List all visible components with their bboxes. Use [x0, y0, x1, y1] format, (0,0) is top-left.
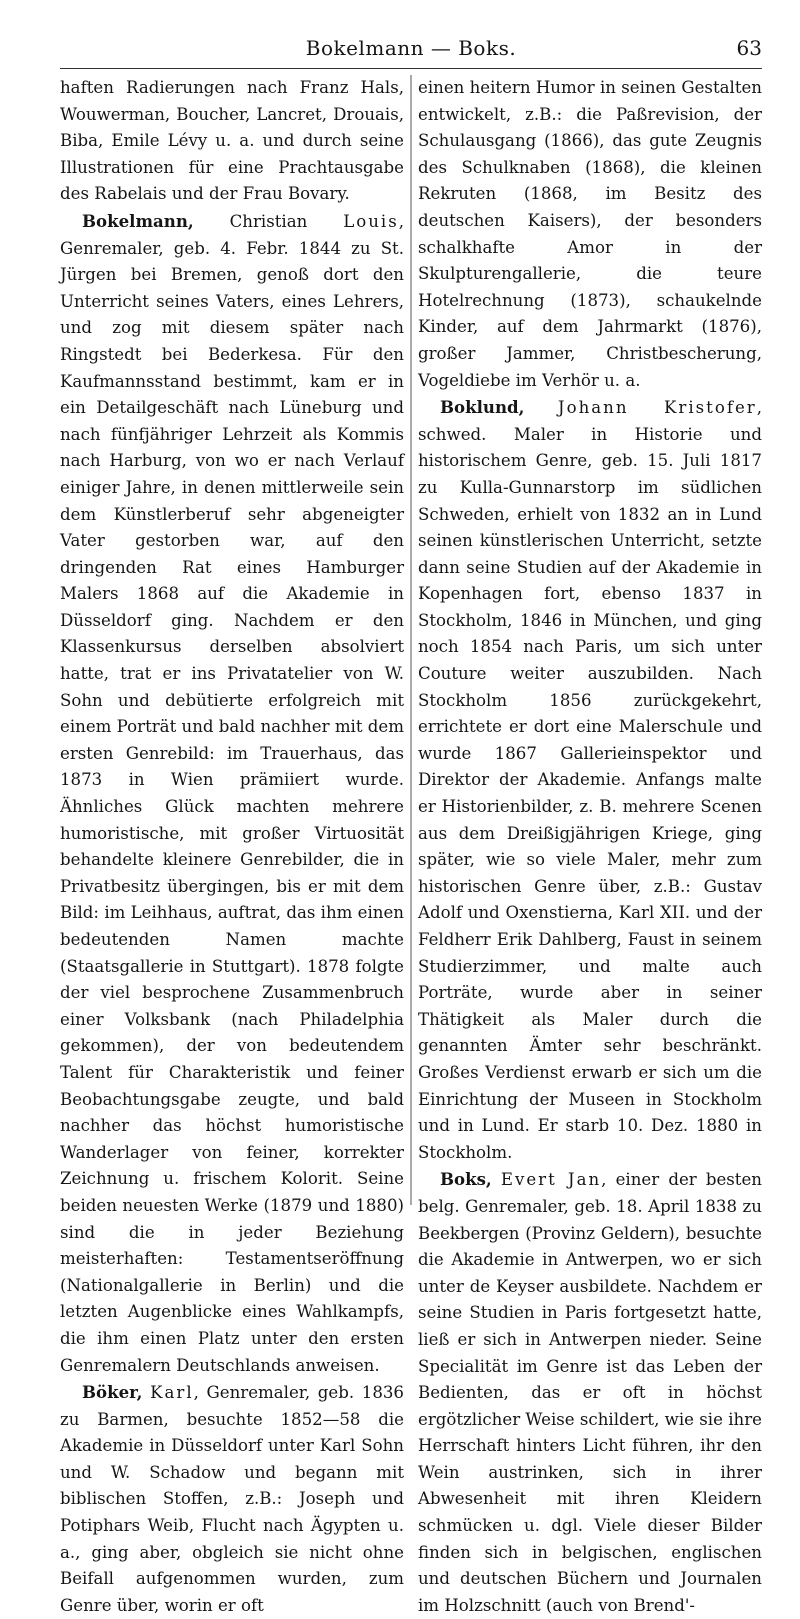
text-columns — [60, 75, 762, 1619]
entry-body: , Genremaler, geb. 1836 zu Barmen, besuchte 1852—58 die Akademie in Düsseldorf unter Karl Sohn und W. Schadow und begann mit biblischen Stoffen, z.B.: Joseph und Potiphars Weib, Flucht nach Ägypten u. a., ging aber, obgleich sie nicht ohne Beifall aufgenommen wurden, zum Genre über, worin er oft — [60, 1383, 404, 1615]
continued-entry-text: haften Radierungen nach Franz Hals, Wouwerman, Boucher, Lancret, Drouais, Biba, Emile Lévy u. a. und durch seine Illustrationen für eine Prachtausgabe des Rabelais und der Frau Bovary. — [60, 78, 404, 204]
entry-headword: Bokelmann, — [82, 210, 194, 231]
entry-boks — [418, 1166, 762, 1619]
entry-body: , einer der besten belg. Genremaler, geb. 18. April 1838 zu Beekbergen (Provinz Geldern), besuchte die Akademie in Antwerpen, wo er sich unter de Keyser ausbildete. Nachdem er seine Studien in Paris fortgesetzt hatte, ließ er sich in Antwerpen nieder. Seine Specialität im Genre ist das Leben der Bedienten, das er oft in höchst ergötzlicher Weise schildert, wie sie ihre Herrschaft hinters Licht führen, ihr den Wein austrinken, sich in ihrer Abwesenheit mit ihren Kleidern schmücken u. dgl. Viele dieser Bilder finden sich in belgischen, englischen und deutschen Büchern und Journalen im Holzschnitt (auch von Brend'- — [418, 1170, 762, 1615]
entry-boeker — [60, 1379, 404, 1619]
left-column — [60, 75, 404, 1619]
entry-bokelmann — [60, 208, 404, 1379]
continued-entry-text: einen heitern Humor in seinen Gestalten entwickelt, z.B.: die Paßrevision, der Schulausgang (1866), das gute Zeugnis des Schulknaben (1868), die kleinen Rekruten (1868, im Besitz des deutschen Kaisers), der besonders schalkhafte Amor in der Skulpturengallerie, die teure Hotelrechnung (1873), schaukelnde Kinder, auf dem Jahrmarkt (1876), großer Jammer, Christbescherung, Vogeldiebe im Verhör u. a. — [418, 78, 762, 390]
entry-boklund — [418, 394, 762, 1166]
right-column — [418, 75, 762, 1619]
entry-given-name-spaced: Evert Jan — [500, 1170, 602, 1190]
entry-given-name-spaced: Johann Kristofer — [557, 398, 757, 418]
entry-headword: Böker, — [82, 1382, 143, 1403]
running-head: Bokelmann — Boks. — [305, 36, 517, 60]
entry-given-name: Christian — [229, 211, 308, 231]
entry-given-name-spaced: Karl — [150, 1383, 194, 1403]
entry-body: , Genremaler, geb. 4. Febr. 1844 zu St. Jürgen bei Bremen, genoß dort den Unterricht seines Vaters, eines Lehrers, und zog mit diesem später nach Ringstedt bei Bederkesa. Für den Kaufmannsstand bestimmt, kam er in ein Detailgeschäft nach Lüneburg und nach fünfjähriger Lehrzeit als Kommis nach Harburg, von wo er nach Verlauf einiger Jahre, in denen mittlerweile sein dem Künstlerberuf sehr abgeneigter Vater gestorben war, auf den dringenden Rat eines Hamburger Malers 1868 auf die Akademie in Düsseldorf ging. Nachdem er den Klassenkursus derselben absolviert hatte, trat er ins Privatatelier von W. Sohn und debütierte erfolgreich mit einem Porträt und bald nachher mit dem ersten Genrebild: im Trauerhaus, das 1873 in Wien prämiiert wurde. Ähnliches Glück machten mehrere humoristische, mit großer Virtuosität behandelte kleinere Genrebilder, die in Privatbesitz übergingen, bis er mit dem Bild: im Leihhaus, auftrat, das ihm einen bedeutenden Namen machte (Staatsgallerie in Stuttgart). 1878 folgte der viel besprochene Zusammenbruch einer Volksbank (nach Philadelphia gekommen), der von bedeutendem Talent für Charakteristik und feiner Beobachtungsgabe zeugte, und bald nachher das höchst humoristische Wanderlager von feiner, korrekter Zeichnung u. frischem Kolorit. Seine beiden neuesten Werke (1879 und 1880) sind die in jeder Beziehung meisterhaften: Testamentseröffnung (Nationalgallerie in Berlin) und die letzten Augenblicke eines Wahlkampfs, die ihm einen Platz unter den ersten Genremalern Deutschlands anweisen. — [60, 211, 404, 1375]
entry-headword: Boks, — [440, 1169, 492, 1190]
entry-headword: Boklund, — [440, 397, 525, 418]
page-header — [60, 34, 762, 69]
entry-body: , schwed. Maler in Historie und historischem Genre, geb. 15. Juli 1817 zu Kulla-Gunnarstorp im südlichen Schweden, erhielt von 1832 an in Lund seinen künstlerischen Unterricht, setzte dann seine Studien auf der Akademie in Kopenhagen fort, ebenso 1837 in Stockholm, 1846 in München, und ging noch 1854 nach Paris, um sich unter Couture weiter auszubilden. Nach Stockholm 1856 zurückgekehrt, errichtete er dort eine Malerschule und wurde 1867 Gallerieinspektor und Direktor der Akademie. Anfangs malte er Historienbilder, z. B. mehrere Scenen aus dem Dreißigjährigen Kriege, ging später, wie so viele Maler, mehr zum historischen Genre über, z.B.: Gustav Adolf und Oxenstierna, Karl XII. und der Feldherr Erik Dahlberg, Faust in seinem Studierzimmer, und malte auch Porträte, wurde aber in seiner Thätigkeit als Maler durch die genannten Ämter sehr beschränkt. Großes Verdienst erwarb er sich um die Einrichtung der Museen in Stockholm und in Lund. Er starb 10. Dez. 1880 in Stockholm. — [418, 398, 763, 1162]
entry-given-name-spaced: Louis — [343, 211, 399, 231]
column-divider — [411, 75, 412, 1205]
page-number: 63 — [736, 36, 762, 60]
